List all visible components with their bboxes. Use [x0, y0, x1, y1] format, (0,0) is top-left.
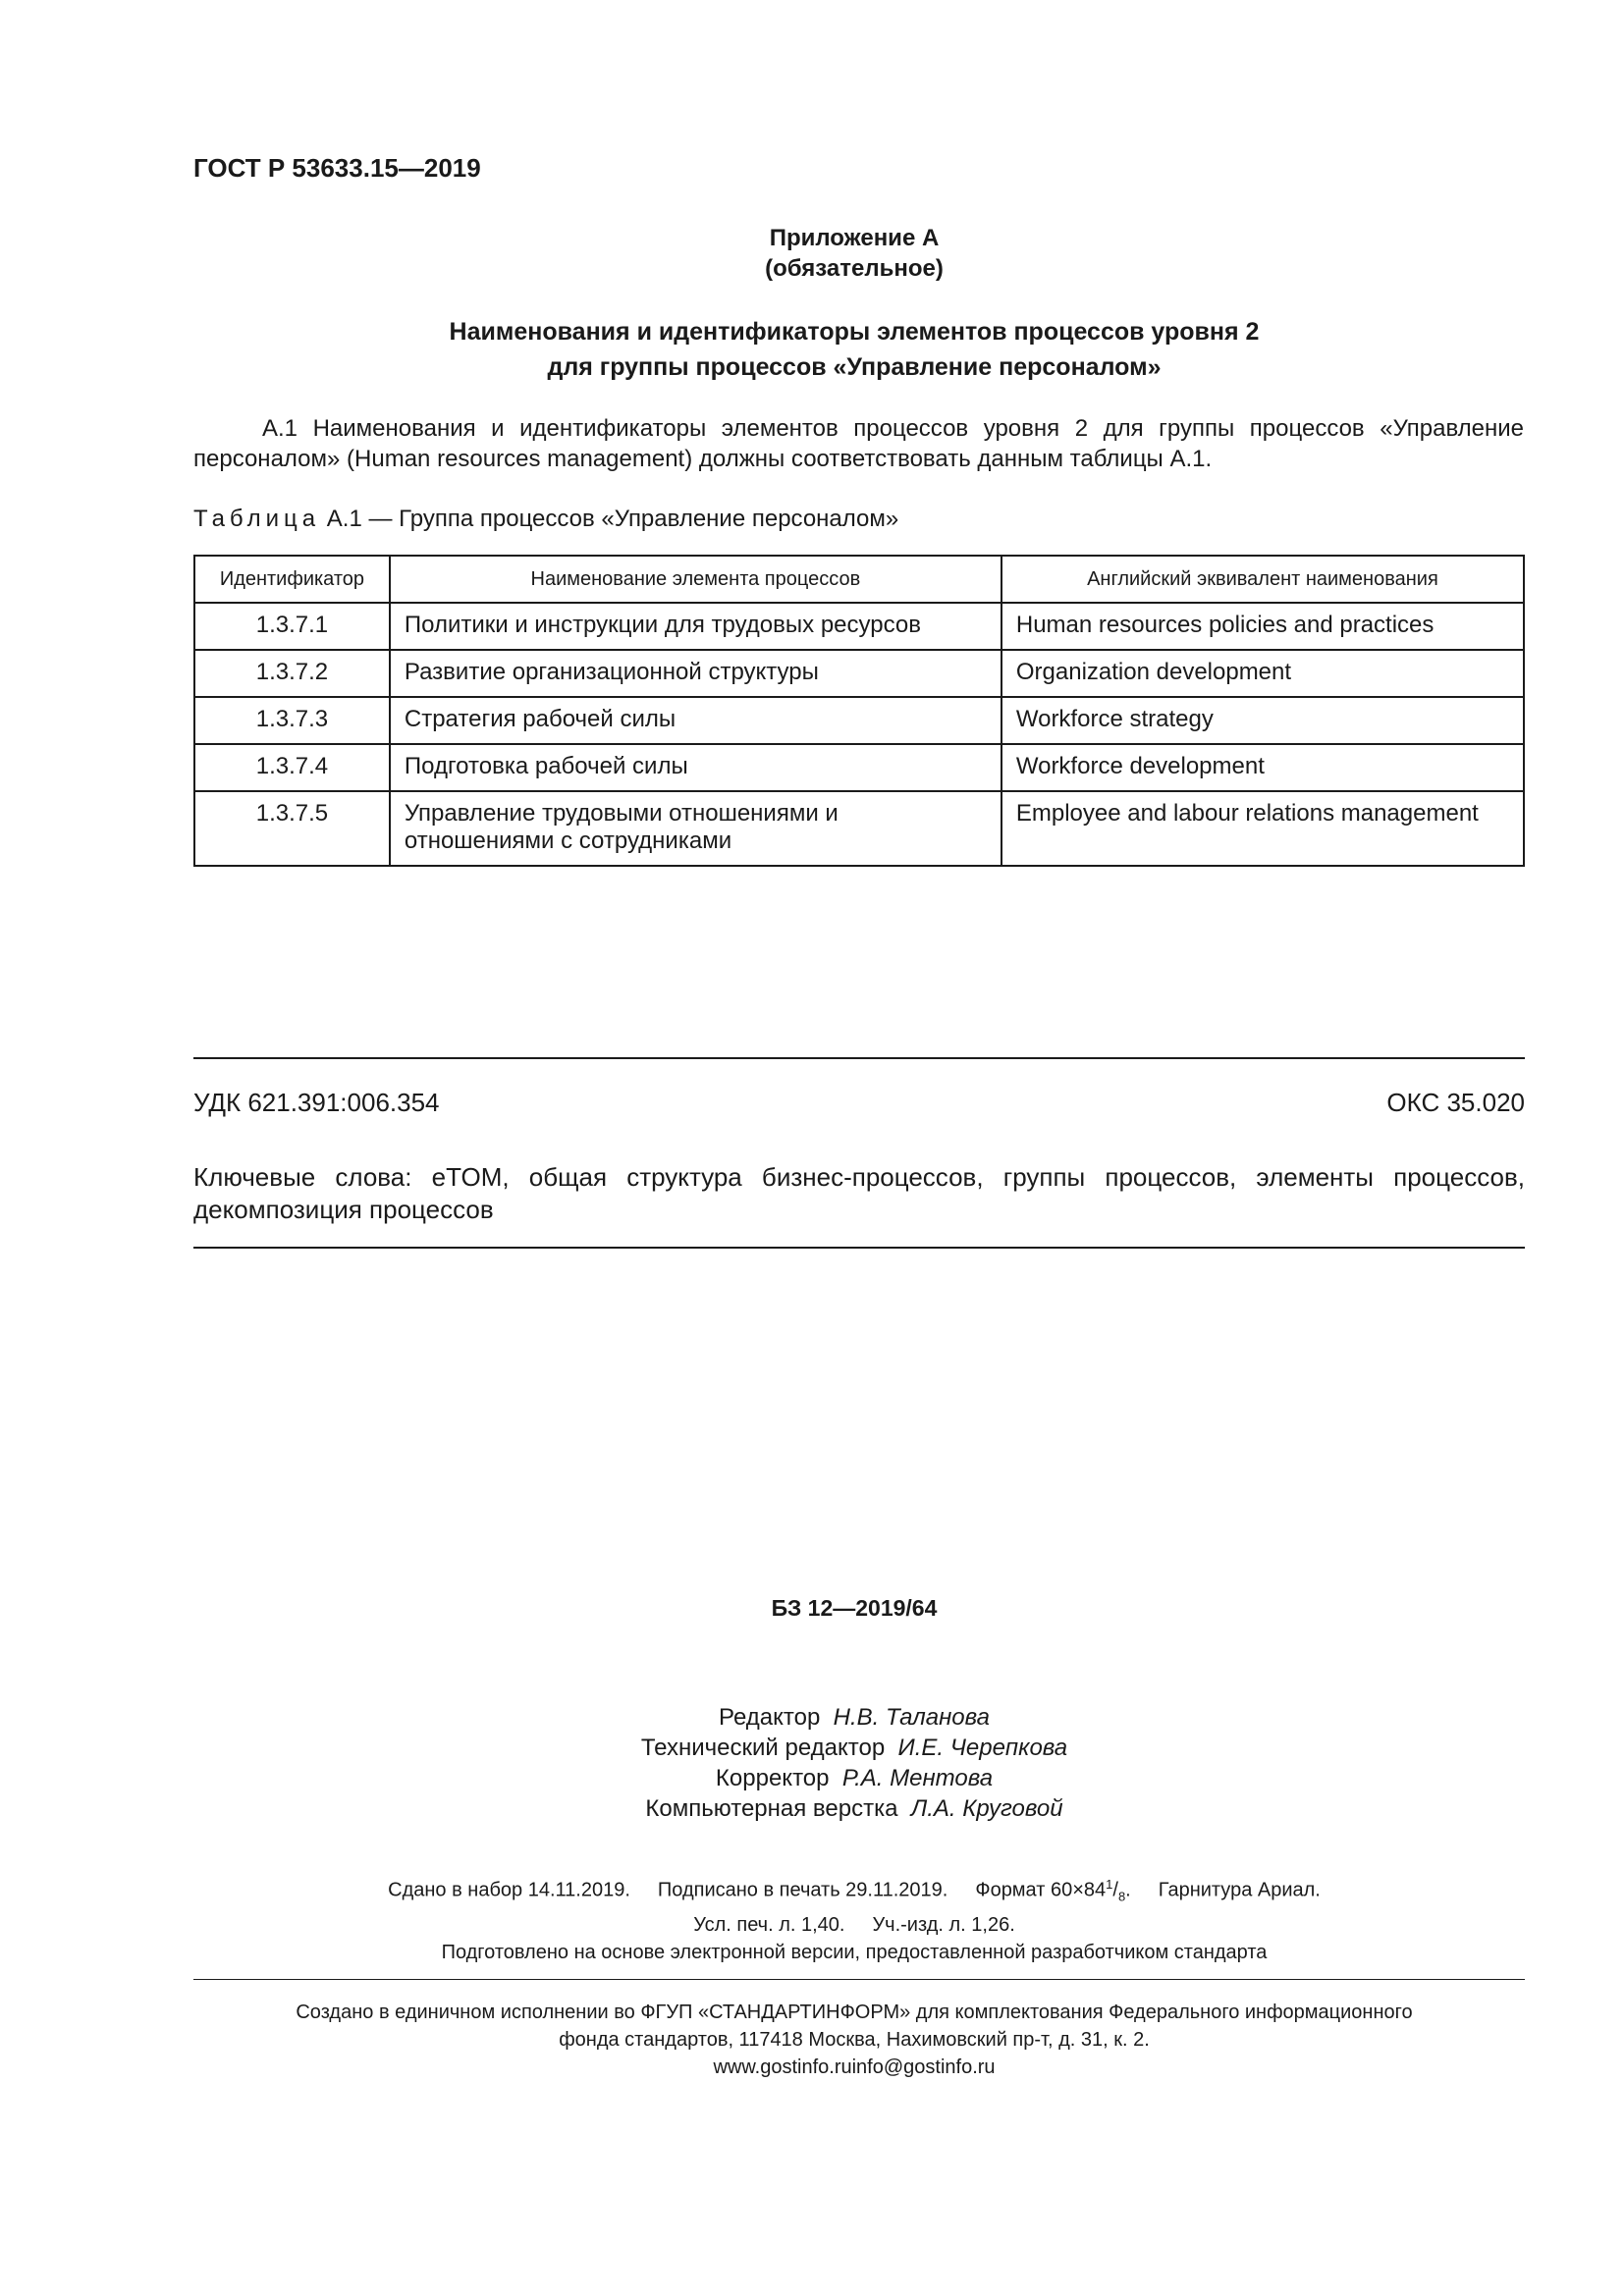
- bz-number: БЗ 12—2019/64: [771, 1595, 938, 1621]
- table-caption-text: А.1 — Группа процессов «Управление персоналом»: [320, 506, 899, 532]
- footer-line2: фонда стандартов, 117418 Москва, Нахимовский пр-т, д. 31, к. 2.: [559, 2029, 1150, 2051]
- imprint-line2: Усл. печ. л. 1,40. Уч.-изд. л. 1,26.: [693, 1913, 1015, 1936]
- credit-editor: Редактор Н.В. Таланова: [719, 1704, 990, 1731]
- appendix-title: [0, 314, 1624, 385]
- credit-layout: Компьютерная верстка Л.А. Круговой: [645, 1795, 1063, 1822]
- credits-block: [0, 1702, 1624, 1824]
- cell-english: Employee and labour relations management: [1001, 791, 1524, 866]
- cell-identifier: 1.3.7.2: [194, 650, 390, 697]
- cell-identifier: 1.3.7.5: [194, 791, 390, 866]
- cell-english: Workforce development: [1001, 744, 1524, 791]
- table-caption-word: Таблица: [193, 506, 321, 532]
- appendix-title-line1: Наименования и идентификаторы элементов процессов уровня 2: [449, 318, 1260, 346]
- cell-english: Organization development: [1001, 650, 1524, 697]
- footer-block: [0, 1999, 1624, 2081]
- cell-name: Стратегия рабочей силы: [390, 697, 1001, 744]
- imprint-line3: Подготовлено на основе электронной версии, предоставленной разработчиком стандарта: [441, 1941, 1268, 1963]
- cell-english: Human resources policies and practices: [1001, 603, 1524, 650]
- keywords: Ключевые слова: eTOM, общая структура бизнес-процессов, группы процессов, элементы процессов, декомпозиция процессов: [193, 1162, 1525, 1224]
- table-caption: [193, 506, 898, 533]
- email-link[interactable]: info@gostinfo.ru: [851, 2056, 996, 2078]
- divider-top: [193, 1057, 1525, 1059]
- credit-tech-editor: Технический редактор И.Е. Черепкова: [640, 1735, 1068, 1761]
- oks-code: ОКС 35.020: [1386, 1088, 1525, 1117]
- header-english: Английский эквивалент наименования: [1001, 556, 1524, 603]
- process-elements-table: [193, 555, 1525, 867]
- divider-bottom: [193, 1247, 1525, 1249]
- header-name: Наименование элемента процессов: [390, 556, 1001, 603]
- footer-contacts: [0, 2054, 1624, 2081]
- appendix-status: (обязательное): [765, 255, 944, 282]
- table-row: [194, 603, 1524, 650]
- cell-identifier: 1.3.7.3: [194, 697, 390, 744]
- appendix-label: Приложение А: [769, 225, 940, 251]
- appendix-title-line2: для группы процессов «Управление персоналом»: [547, 353, 1162, 381]
- header-identifier: Идентификатор: [194, 556, 390, 603]
- cell-name: Развитие организационной структуры: [390, 650, 1001, 697]
- cell-name: Подготовка рабочей силы: [390, 744, 1001, 791]
- intro-paragraph: А.1 Наименования и идентификаторы элементов процессов уровня 2 для группы процессов «Управление персоналом» (Human resources management) должны соответствовать данным таблицы А.1.: [193, 415, 1524, 472]
- cell-identifier: 1.3.7.4: [194, 744, 390, 791]
- table-row: [194, 697, 1524, 744]
- credit-corrector: Корректор Р.А. Ментова: [715, 1765, 994, 1791]
- imprint-block: [0, 1871, 1624, 1966]
- footer-line1: Создано в единичном исполнении во ФГУП «СТАНДАРТИНФОРМ» для комплектования Федерального информационного: [296, 2002, 1413, 2023]
- cell-english: Workforce strategy: [1001, 697, 1524, 744]
- table-row: [194, 744, 1524, 791]
- imprint-line1: Сдано в набор 14.11.2019. Подписано в печать 29.11.2019. Формат $60\times 84^1/_8$. Гарнитура Ариал.: [388, 1877, 1321, 1904]
- table-row: [194, 650, 1524, 697]
- document-code: ГОСТ Р 53633.15—2019: [193, 153, 481, 183]
- website-link[interactable]: www.gostinfo.ru: [713, 2056, 852, 2078]
- table-row: [194, 791, 1524, 866]
- cell-name: Управление трудовыми отношениями и отношениями с сотрудниками: [390, 791, 1001, 866]
- udk-code: УДК 621.391:006.354: [193, 1088, 440, 1117]
- cell-identifier: 1.3.7.1: [194, 603, 390, 650]
- divider-footer: [193, 1979, 1525, 1980]
- table-header-row: [194, 556, 1524, 603]
- cell-name: Политики и инструкции для трудовых ресурсов: [390, 603, 1001, 650]
